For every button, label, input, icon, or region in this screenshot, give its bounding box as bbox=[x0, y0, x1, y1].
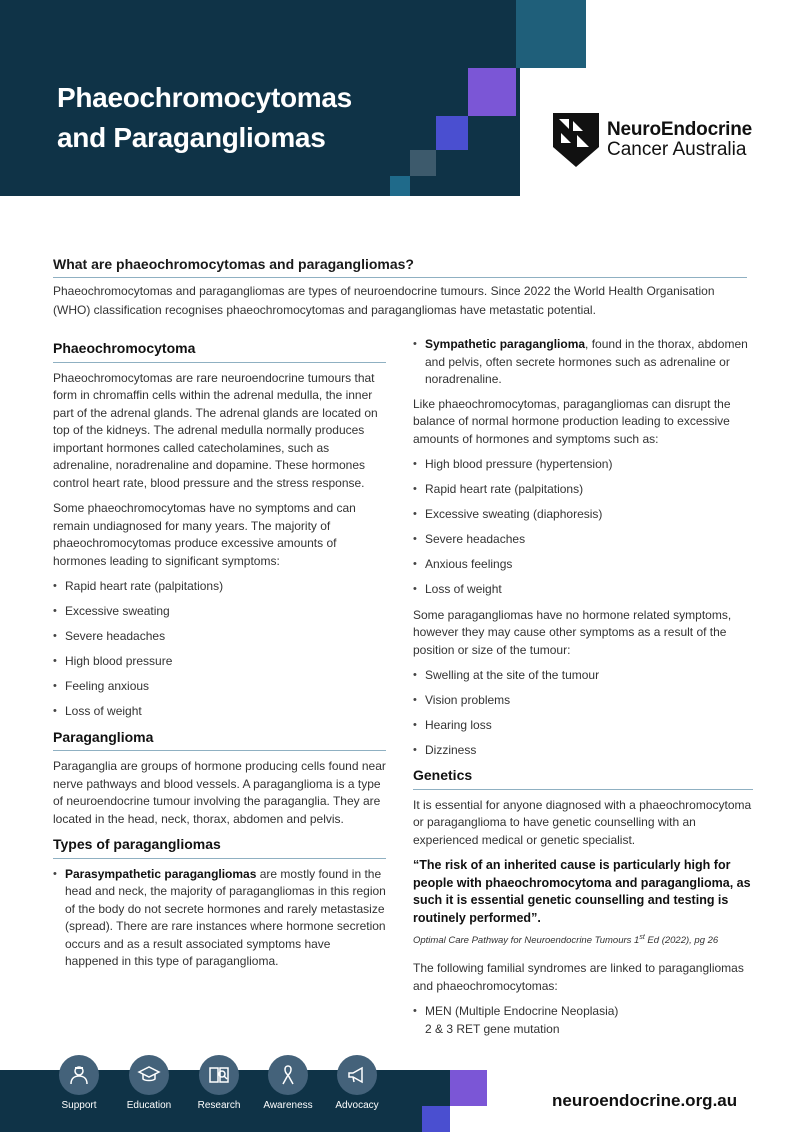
types-list-continued bbox=[413, 336, 753, 389]
like-paragraph: Like phaeochromocytomas, paragangliomas can disrupt the balance of normal hormone production leading to excessive amounts of hormones and symptoms such as: bbox=[413, 396, 731, 446]
decor-step bbox=[436, 150, 468, 196]
list-item bbox=[53, 866, 386, 971]
type-1-name: Parasympathetic paragangliomas bbox=[65, 866, 257, 881]
decor-step bbox=[436, 116, 468, 150]
list-item: • Severe headaches bbox=[413, 531, 753, 549]
intro-heading: What are phaeochromocytomas and paragangliomas? bbox=[53, 256, 747, 278]
familial-paragraph: The following familial syndromes are linked to paragangliomas and phaeochromocytomas: bbox=[413, 961, 744, 993]
syndrome-1-name: MEN (Multiple Endocrine Neoplasia) bbox=[425, 1004, 619, 1019]
list-item: • Severe headaches bbox=[53, 628, 386, 646]
footer-link-advocacy[interactable] bbox=[324, 1055, 390, 1111]
syndrome-1-detail: 2 & 3 RET gene mutation bbox=[425, 1021, 560, 1036]
decor-step bbox=[450, 1070, 487, 1106]
type-2-name: Sympathetic paraganglioma bbox=[425, 337, 586, 351]
footer-link-research[interactable] bbox=[186, 1055, 252, 1111]
list-item: • Anxious feelings bbox=[413, 556, 753, 574]
title-line-2: and Paragangliomas bbox=[57, 122, 326, 153]
footer-link-education[interactable] bbox=[116, 1055, 182, 1111]
right-column bbox=[413, 336, 753, 1046]
pheo-paragraph-2: Some phaeochromocytomas have no symptoms and can remain undiagnosed for many years. The majority of phaeochromocytomas produce excessive amounts of hormones leading to significant symptoms: bbox=[53, 501, 356, 568]
types-heading: Types of paragangliomas bbox=[53, 836, 386, 859]
list-item: • Loss of weight bbox=[413, 581, 753, 599]
list-item: • Excessive sweating (diaphoresis) bbox=[413, 506, 753, 524]
para-paragraph: Paraganglia are groups of hormone producing cells found near nerve pathways and blood vessels. A paraganglioma is a type of neuroendocrine tumour involving the paraganglia. They are located in the head, neck, thorax, abdomen and pelvis. bbox=[53, 759, 386, 826]
footer-link-support[interactable] bbox=[46, 1055, 112, 1111]
type-1-text: are mostly found in the head and neck, the majority of paragangliomas in this region of the body do not secrete hormones and rarely metastasize (spread). There are rare instances where hormone secretion occurs and as a result associated symptoms have happened in this type of paraganglioma. bbox=[65, 866, 386, 969]
cite-title: Optimal Care Pathway for Neuroendocrine Tumours 1 bbox=[413, 935, 640, 947]
decor-step bbox=[422, 1106, 450, 1132]
list-item: • Vision problems bbox=[413, 692, 753, 710]
cite-superscript: st bbox=[639, 934, 645, 942]
quote-citation bbox=[413, 929, 753, 950]
genetics-quote: “The risk of an inherited cause is particularly high for people with phaeochromocytoma and paraganglioma, as such it is essential genetic counselling and testing is routinely performed”. bbox=[413, 858, 751, 925]
other-symptoms-paragraph: Some paragangliomas have no hormone related symptoms, however they may cause other symptoms as a result of the position or size of the tumour: bbox=[413, 607, 732, 657]
list-item: • High blood pressure bbox=[53, 653, 386, 671]
genetics-paragraph: It is essential for anyone diagnosed with a phaeochromocytoma or paraganglioma to have genetic counselling with an experienced medical or genetic specialist. bbox=[413, 797, 752, 847]
megaphone-icon bbox=[345, 1063, 369, 1087]
list-item: • Feeling anxious bbox=[53, 678, 386, 696]
list-item: • Hearing loss bbox=[413, 717, 753, 735]
footer-label: Research bbox=[197, 1100, 241, 1111]
research-book-icon bbox=[207, 1063, 231, 1087]
logo-line-2: Cancer Australia bbox=[607, 139, 747, 160]
pheo-heading: Phaeochromocytoma bbox=[53, 340, 386, 363]
list-item: • Excessive sweating bbox=[53, 603, 386, 621]
footer-label: Education bbox=[126, 1100, 172, 1111]
decor-step bbox=[410, 150, 436, 176]
left-column bbox=[53, 340, 386, 978]
footer-label: Advocacy bbox=[335, 1100, 379, 1111]
footer-link-awareness[interactable] bbox=[255, 1055, 321, 1111]
cite-edition: Ed (2022), pg 26 bbox=[644, 935, 719, 947]
list-item bbox=[413, 336, 753, 389]
footer-label: Awareness bbox=[263, 1100, 313, 1111]
title-line-1: Phaeochromocytomas bbox=[57, 82, 352, 113]
decor-step bbox=[516, 0, 586, 68]
list-item: • Loss of weight bbox=[53, 703, 386, 721]
page-title bbox=[57, 78, 397, 158]
logo-line-1: NeuroEndocrine bbox=[607, 119, 752, 140]
decor-step bbox=[390, 176, 410, 196]
syndrome-list bbox=[413, 1003, 753, 1038]
intro-text: Phaeochromocytomas and paragangliomas are types of neuroendocrine tumours. Since 2022 the World Health Organisation (WHO) classification recognises phaeochromocytomas and paragangliomas have metastatic potential. bbox=[53, 284, 715, 317]
website-link[interactable]: neuroendocrine.org.au bbox=[552, 1091, 738, 1110]
para-symptom-list bbox=[413, 456, 753, 599]
list-item: • Dizziness bbox=[413, 742, 753, 760]
genetics-heading: Genetics bbox=[413, 767, 753, 790]
list-item: • Swelling at the site of the tumour bbox=[413, 667, 753, 685]
other-symptom-list bbox=[413, 667, 753, 760]
awareness-ribbon-icon bbox=[276, 1063, 300, 1087]
footer-label: Support bbox=[61, 1100, 97, 1111]
logo-mark-icon bbox=[553, 113, 599, 167]
list-item bbox=[413, 1003, 753, 1038]
type-2-text: , found in the thorax, abdomen and pelvis, often secrete hormones such as adrenaline or noradrenaline. bbox=[425, 337, 748, 386]
pheo-paragraph-1: Phaeochromocytomas are rare neuroendocrine tumours that form in chromaffin cells within the adrenal medulla, the inner part of the adrenal glands. The adrenal glands are located on top of the kidneys. The adrenal medulla normally produces important hormones called catecholamines, such as adrenaline, noradrenaline and dopamine. These hormones control heart rate, blood pressure and the stress response. bbox=[53, 370, 378, 490]
list-item: • Rapid heart rate (palpitations) bbox=[53, 578, 386, 596]
list-item: • High blood pressure (hypertension) bbox=[413, 456, 753, 474]
nurse-icon bbox=[67, 1063, 91, 1087]
para-heading: Paraganglioma bbox=[53, 729, 386, 752]
decor-step bbox=[468, 68, 516, 116]
pheo-symptom-list bbox=[53, 578, 386, 721]
list-item: • Rapid heart rate (palpitations) bbox=[413, 481, 753, 499]
graduation-cap-icon bbox=[137, 1063, 161, 1087]
neca-logo[interactable] bbox=[553, 113, 752, 167]
types-list bbox=[53, 866, 386, 971]
